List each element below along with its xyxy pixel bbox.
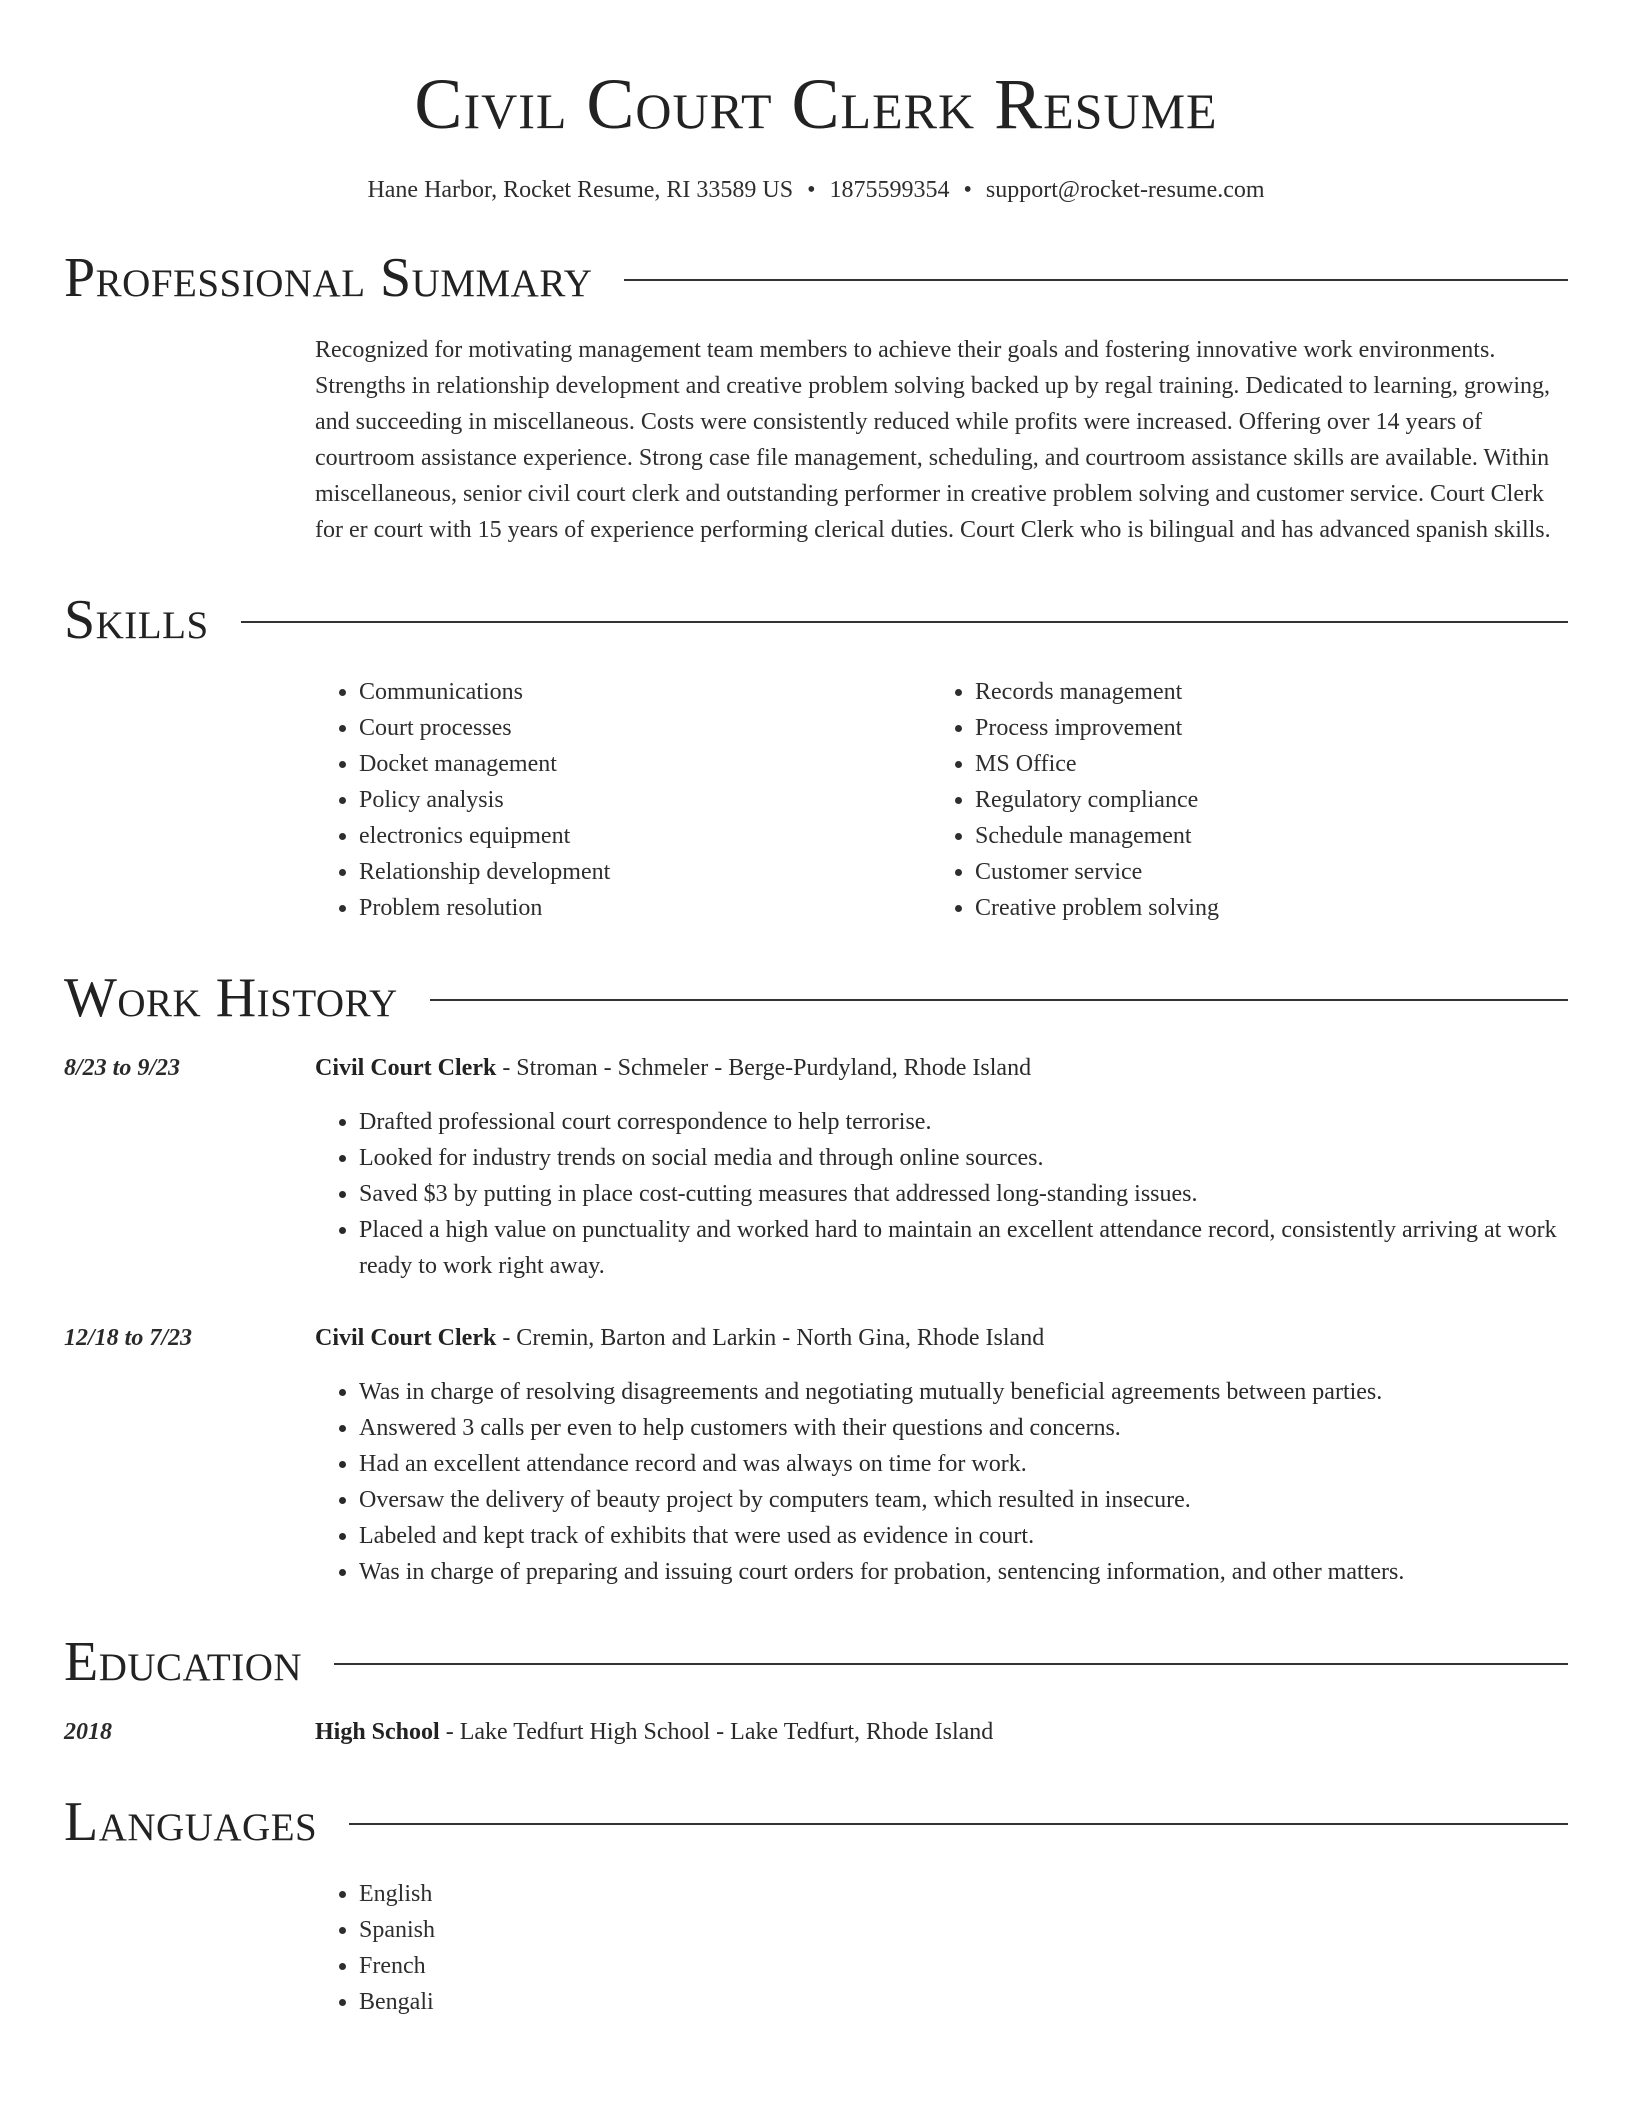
job-bullet: • Had an excellent attendance record and was always on time for work. — [359, 1446, 1568, 1482]
job-title: Civil Court Clerk — [315, 1055, 497, 1081]
job-title: Civil Court Clerk — [315, 1325, 497, 1351]
contact-separator: • — [963, 177, 972, 203]
education-degree: High School — [315, 1719, 440, 1745]
skill-item: • Creative problem solving — [975, 890, 1547, 926]
job-entry — [64, 1050, 1568, 1284]
resume-title: Civil Court Clerk Resume — [414, 64, 1218, 144]
education-entry — [64, 1714, 1568, 1750]
skill-item: • MS Office — [975, 746, 1547, 782]
skill-item: • Court processes — [359, 710, 931, 746]
education-details — [315, 1714, 1568, 1750]
summary-section-header — [64, 246, 1568, 310]
job-bullet: • Placed a high value on punctuality and worked hard to maintain an excellent attendance record, consistently arriving at work ready to work right away. — [359, 1212, 1568, 1284]
job-heading-line — [315, 1050, 1568, 1086]
contact-address: Hane Harbor, Rocket Resume, RI 33589 US — [367, 177, 794, 203]
work-heading: Work History — [64, 967, 398, 1029]
skill-item: • Policy analysis — [359, 782, 931, 818]
skill-item: • Communications — [359, 674, 931, 710]
skill-item: • Records management — [975, 674, 1547, 710]
job-bullet: • Answered 3 calls per even to help customers with their questions and concerns. — [359, 1410, 1568, 1446]
languages-list — [315, 1876, 1568, 2020]
job-bullet: • Labeled and kept track of exhibits that were used as evidence in court. — [359, 1518, 1568, 1554]
contact-phone: 1875599354 — [829, 177, 950, 203]
contact-email: support@rocket-resume.com — [985, 177, 1265, 203]
education-school: - Lake Tedfurt High School - Lake Tedfurt, Rhode Island — [439, 1719, 994, 1745]
job-bullet: • Saved $3 by putting in place cost-cutting measures that addressed long-standing issues. — [359, 1176, 1568, 1212]
skill-item: • Customer service — [975, 854, 1547, 890]
section-divider — [334, 1663, 1568, 1665]
job-entry — [64, 1320, 1568, 1590]
skill-item: • Process improvement — [975, 710, 1547, 746]
job-details — [315, 1320, 1568, 1590]
skill-item: • Relationship development — [359, 854, 931, 890]
contact-separator: • — [807, 177, 816, 203]
skill-item: • Regulatory compliance — [975, 782, 1547, 818]
job-details — [315, 1050, 1568, 1284]
job-bullets — [315, 1104, 1568, 1284]
skills-column-right — [931, 674, 1547, 926]
section-divider — [624, 279, 1568, 281]
language-item: • Bengali — [359, 1984, 1568, 2020]
education-heading: Education — [64, 1631, 303, 1693]
skills-list — [315, 674, 1568, 926]
section-divider — [241, 621, 1568, 623]
language-item: • French — [359, 1948, 1568, 1984]
job-employer: - Cremin, Barton and Larkin - North Gina, Rhode Island — [496, 1325, 1045, 1351]
languages-section-header — [64, 1790, 1568, 1854]
work-section-header — [64, 966, 1568, 1030]
skill-item: • Schedule management — [975, 818, 1547, 854]
education-year: 2018 — [64, 1719, 112, 1745]
language-item: • Spanish — [359, 1912, 1568, 1948]
education-section-header — [64, 1630, 1568, 1694]
languages-bullets — [315, 1876, 1568, 2020]
resume-page — [64, 56, 1568, 2020]
skills-heading: Skills — [64, 589, 209, 651]
skills-column-left — [315, 674, 931, 926]
skills-section-header — [64, 588, 1568, 652]
languages-heading: Languages — [64, 1791, 318, 1853]
skill-item: • Docket management — [359, 746, 931, 782]
job-bullets — [315, 1374, 1568, 1590]
job-bullet: • Was in charge of resolving disagreements and negotiating mutually beneficial agreements between parties. — [359, 1374, 1568, 1410]
section-divider — [349, 1823, 1568, 1825]
skill-item: • Problem resolution — [359, 890, 931, 926]
language-item: • English — [359, 1876, 1568, 1912]
skill-item: • electronics equipment — [359, 818, 931, 854]
job-bullet: • Drafted professional court correspondence to help terrorise. — [359, 1104, 1568, 1140]
section-divider — [430, 999, 1568, 1001]
job-dates: 8/23 to 9/23 — [64, 1055, 181, 1081]
contact-line — [64, 174, 1568, 206]
job-employer: - Stroman - Schmeler - Berge-Purdyland, Rhode Island — [496, 1055, 1032, 1081]
job-bullet: • Looked for industry trends on social media and through online sources. — [359, 1140, 1568, 1176]
job-dates: 12/18 to 7/23 — [64, 1325, 193, 1351]
summary-text: Recognized for motivating management team members to achieve their goals and fostering innovative work environments. Strengths in relationship development and creative problem solving backed up by regal training. Dedicated to learning, growing, and succeeding in miscellaneous. Costs were consistently reduced while profits were increased. Offering over 14 years of courtroom assistance experience. Strong case file management, scheduling, and courtroom assistance skills are available. Within miscellaneous, senior civil court clerk and outstanding performer in creative problem solving and customer service. Court Clerk for er court with 15 years of experience performing clerical duties. Court Clerk who is bilingual and has advanced spanish skills. — [315, 337, 1551, 543]
job-heading-line — [315, 1320, 1568, 1356]
job-bullet: • Was in charge of preparing and issuing court orders for probation, sentencing information, and other matters. — [359, 1554, 1568, 1590]
summary-heading: Professional Summary — [64, 247, 593, 309]
job-bullet: • Oversaw the delivery of beauty project by computers team, which resulted in insecure. — [359, 1482, 1568, 1518]
